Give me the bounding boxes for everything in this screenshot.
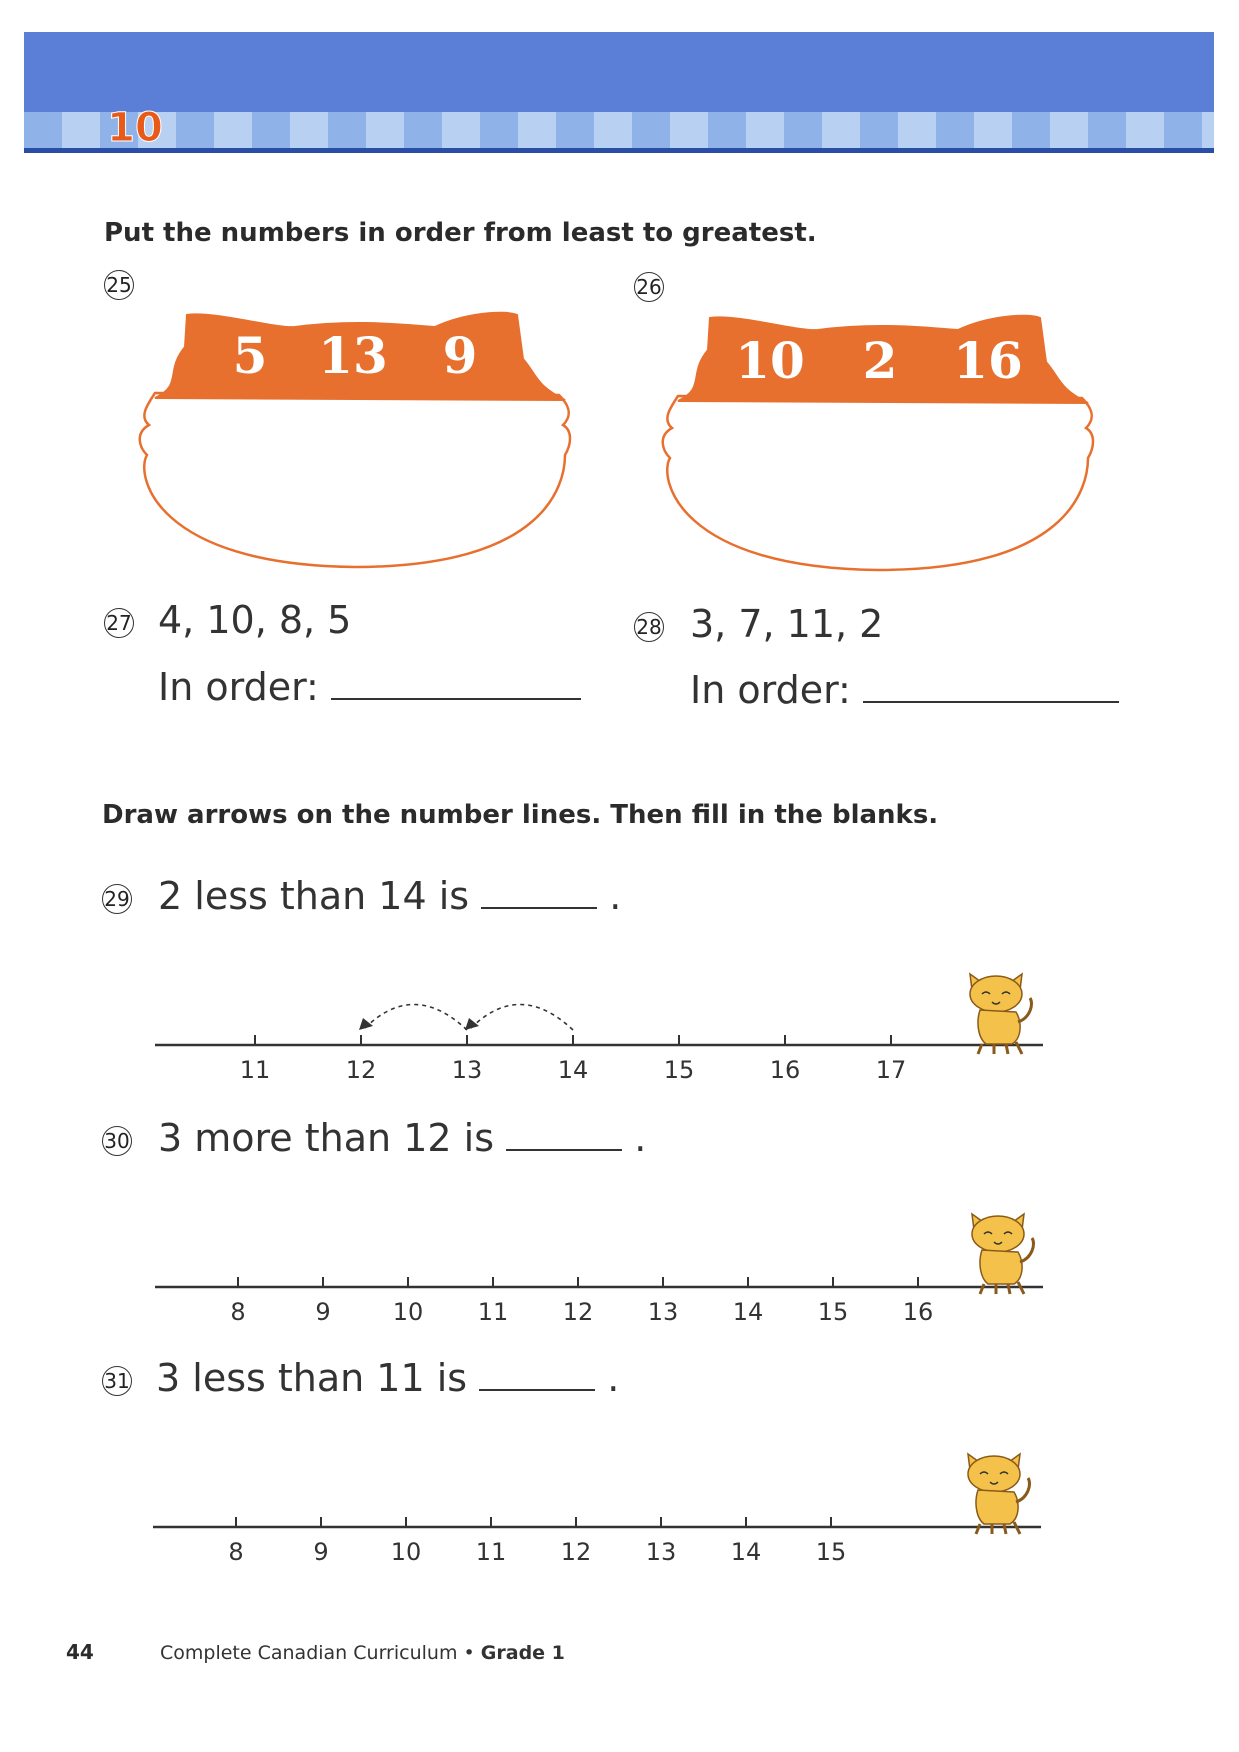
example-arrow-arc [471, 1004, 573, 1030]
number-line-label: 11 [477, 1298, 509, 1322]
q27-numbers: 4, 10, 8, 5 [158, 598, 352, 642]
number-line-label: 16 [902, 1298, 934, 1322]
q30-prompt: 3 more than 12 is [158, 1116, 494, 1160]
grade-label: Grade 1 [480, 1642, 565, 1664]
number-line-label: 9 [315, 1298, 331, 1322]
number-line-label: 14 [557, 1056, 589, 1080]
q28-answer-row [690, 668, 1119, 712]
header-band [24, 32, 1214, 112]
q28-answer-label: In order: [690, 668, 851, 712]
basket-25-number-2: 13 [318, 326, 388, 385]
question-number-25: 25 [104, 270, 134, 300]
number-line-label: 12 [345, 1056, 377, 1080]
question-number-26: 26 [634, 272, 664, 302]
number-line-label: 8 [228, 1538, 244, 1562]
question-number-31: 31 [102, 1366, 132, 1396]
q28-numbers: 3, 7, 11, 2 [690, 602, 884, 646]
basket-26-number-2: 2 [862, 331, 898, 390]
number-line-label: 17 [875, 1056, 907, 1080]
number-line-label: 15 [817, 1298, 849, 1322]
number-line-label: 14 [732, 1298, 764, 1322]
basket-26-number-3: 16 [953, 331, 1023, 390]
cat-basket-26 [648, 308, 1098, 578]
footer-bullet: • [463, 1642, 475, 1664]
page-number: 44 [66, 1640, 94, 1664]
number-line-label: 16 [769, 1056, 801, 1080]
basket-25-number-3: 9 [442, 326, 478, 385]
number-line-label: 8 [230, 1298, 246, 1322]
number-line-label: 10 [390, 1538, 422, 1562]
number-line-label: 13 [647, 1298, 679, 1322]
number-line-label: 15 [815, 1538, 847, 1562]
q27-answer-label: In order: [158, 665, 319, 709]
number-line-label: 13 [451, 1056, 483, 1080]
question-number-28: 28 [634, 612, 664, 642]
question-number-27: 27 [104, 608, 134, 638]
basket-25-number-1: 5 [232, 326, 268, 385]
cat-basket-25 [125, 305, 575, 575]
question-number-29: 29 [102, 884, 132, 914]
number-line-31 [153, 1472, 1073, 1562]
number-line-label: 14 [730, 1538, 762, 1562]
example-arrow-head [465, 1018, 479, 1030]
example-arrow-head [359, 1018, 373, 1030]
number-line-label: 11 [239, 1056, 271, 1080]
number-line-label: 10 [392, 1298, 424, 1322]
number-line-29 [155, 990, 1075, 1080]
cat-icon [960, 972, 1040, 1056]
q30-row: 3 more than 12 is . [158, 1116, 647, 1160]
question-number-30: 30 [102, 1126, 132, 1156]
q31-row: 3 less than 11 is . [156, 1356, 620, 1400]
header-checker-strip [24, 112, 1214, 148]
number-line-30 [155, 1232, 1075, 1322]
number-line-label: 12 [560, 1538, 592, 1562]
q30-answer-blank[interactable] [506, 1149, 622, 1151]
number-line-label: 9 [313, 1538, 329, 1562]
number-line-label: 12 [562, 1298, 594, 1322]
book-title: Complete Canadian Curriculum [160, 1642, 458, 1664]
q28-answer-blank[interactable] [863, 701, 1119, 703]
q31-prompt: 3 less than 11 is [156, 1356, 468, 1400]
q27-answer-blank[interactable] [331, 698, 581, 700]
q27-answer-row [158, 665, 581, 709]
cat-icon [962, 1212, 1042, 1296]
footer-book-title [160, 1642, 565, 1664]
unit-number: 10 [107, 105, 163, 151]
q29-prompt: 2 less than 14 is [158, 874, 470, 918]
header-rule [24, 148, 1214, 153]
basket-26-number-1: 10 [735, 331, 805, 390]
q29-row: 2 less than 14 is . [158, 874, 622, 918]
number-line-label: 11 [475, 1538, 507, 1562]
q29-answer-blank[interactable] [481, 907, 597, 909]
number-line-label: 15 [663, 1056, 695, 1080]
cat-icon [958, 1452, 1038, 1536]
number-line-label: 13 [645, 1538, 677, 1562]
example-arrow-arc [365, 1004, 467, 1030]
instruction-order: Put the numbers in order from least to greatest. [104, 218, 817, 248]
q31-answer-blank[interactable] [479, 1389, 595, 1391]
instruction-number-lines: Draw arrows on the number lines. Then fill in the blanks. [102, 800, 939, 830]
